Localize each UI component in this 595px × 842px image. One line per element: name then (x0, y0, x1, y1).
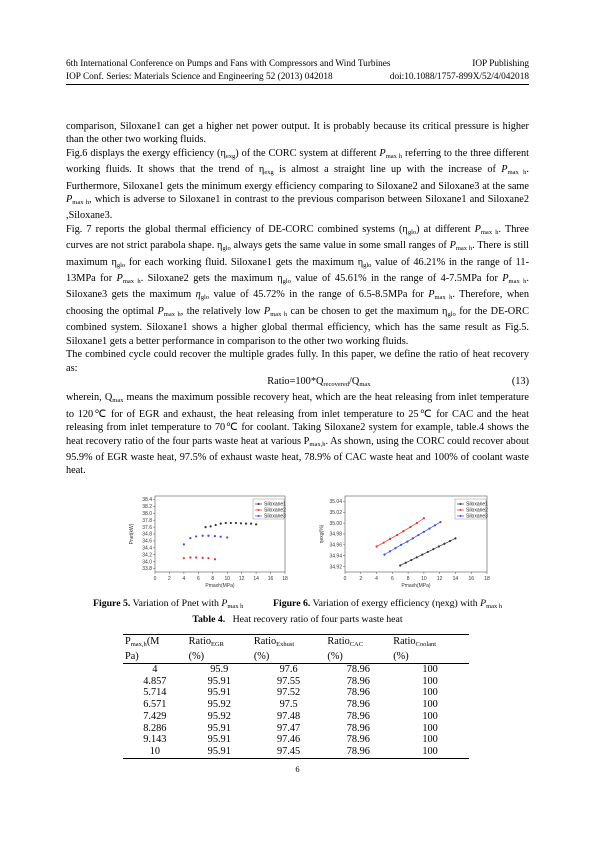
table-cell: 8.286 (143, 722, 167, 734)
y-tick-label: 38.2 (142, 504, 152, 511)
table-cell: 95.9 (210, 664, 229, 675)
table-cell: 95.92 (207, 699, 231, 711)
col-header-coolant: Ratio$_{Coolant}$ (%) (391, 635, 469, 664)
series-siloxane1 (204, 522, 257, 528)
series-siloxane3 (383, 521, 441, 556)
header-rule (66, 84, 529, 85)
table-4-label: Table 4. (192, 614, 226, 625)
table-cell: 95.91 (187, 746, 252, 758)
legend-label: Siloxane2 (264, 507, 286, 514)
y-axis-label: Pnet(kW) (129, 523, 135, 545)
table-cell: 97.47 (277, 722, 301, 734)
data-point (409, 526, 411, 528)
paragraph: wherein, $Q_{max}$ means the maximum possible recovery heat, which are the heat releasing from inlet temperature to 120℃ for of EGR and exhaust, the heat releasing from inlet temperature to 25℃ for CAC and the heat releasing from inlet temperature to 70℃ for coolant. Taking Siloxane2 system for example, table.4 shows the heat recovery ratio of the four parts waste heat at various $P_{max,h}$. As shown, using the CORC could recover about 95.9% of EGR waste heat, 97.5% of exhaust waste heat, 78.9% of CAC waste heat and 100% of coolant waste heat. (66, 392, 529, 477)
paragraph: Fig. 7 reports the global thermal efficiency of DE-CORC combined systems $(\eta_{glo})$ at different $P_{max h}$. Three curves are not strict parabola shape. $\eta_{glo}$ always gets the same value in some small ranges of $P_{max h}$. There is still maximum $\eta_{glo}$ for each working fluid. Siloxane1 gets the maximum $\eta_{glo}$ value of 46.21% in the range of 11-13MPa for $P_{max h}$. Siloxane2 gets the maximum $\eta_{glo}$ value of 45.61% in the range of 4-7.5MPa for $P_{max h}$. Siloxane3 gets the maximum $\eta_{glo}$ value of 45.72% in the range of 6.5-8.5MPa for $P_{max h}$. Therefore, when choosing the optimal $P_{max h}$, the relatively low $P_{max h}$ can be chosen to get the maximum $\eta_{glo}$ for the DE-ORC combined system. Siloxane1 shows a higher global thermal efficiency, which has the same result as Fig.5. Siloxane1 gets a better performance in comparison to the other two working fluids. (66, 223, 530, 347)
data-point (210, 525, 212, 527)
data-point (383, 542, 385, 544)
table-cell: 100 (422, 710, 438, 722)
paragraph: The combined cycle could recover the multiple grades fully. In this paper, we define the ratio of heat recovery as: (66, 349, 529, 374)
table-4-caption (0, 614, 595, 625)
table-cell: 78.96 (346, 734, 370, 746)
data-point (438, 545, 440, 547)
running-header-top (66, 59, 529, 69)
figure-5-label: Figure 5. (93, 598, 131, 609)
figure-6-label: Figure 6. (273, 598, 311, 609)
x-tick-label: 12 (238, 576, 245, 582)
x-axis-label: Pmaxh(MPa) (205, 583, 235, 589)
data-point (189, 537, 191, 539)
data-point (255, 523, 257, 525)
y-tick-label: 37.6 (142, 524, 152, 531)
data-point (214, 535, 216, 537)
table-cell: 97.46 (277, 734, 301, 746)
data-point (405, 562, 407, 564)
data-point (449, 540, 451, 542)
table-cell: 97.5 (279, 699, 298, 711)
data-point (400, 544, 402, 546)
y-tick-label: 35.04 (329, 499, 342, 506)
table-row (123, 734, 469, 746)
figure-6-chart (305, 492, 497, 592)
conference-name: 6th International Conference on Pumps and Fans with Compressors and Wind Turbines (66, 59, 391, 69)
x-tick-label: 2 (359, 576, 363, 582)
table-cell: 97.6 (279, 664, 298, 675)
data-point (402, 530, 404, 532)
equation-13: $Ratio=100*Q_{recovered}/Q_{max}$ (13) (267, 375, 529, 388)
figure-5-plot (123, 492, 295, 592)
data-point (183, 543, 185, 545)
table-cell: 6.571 (143, 699, 167, 711)
legend-marker (258, 509, 260, 511)
legend-marker (258, 503, 260, 505)
table-4-title: Heat recovery ratio of four parts waste heat (232, 614, 403, 625)
table-cell: 78.96 (346, 687, 370, 699)
publisher-name: IOP Publishing (472, 59, 529, 69)
paragraph: Fig.6 displays the exergy efficiency $(\eta_{exg})$ of the CORC system at different $P_{max h}$ referring to the three different working fluids. It shows that the trend of $\eta_{exg}$ is almost a straight line up with the increase of $P_{max h}$. Furthermore, Siloxane1 gets the minimum exergy efficiency comparing to Siloxane2 and Siloxane3 at the same $P_{max h}$, which is adverse to Siloxane1 in contrast to the previous comparison between Siloxane1 and Siloxane2 ,Siloxane3. (66, 147, 529, 222)
col-header-egr: Ratio$_{EGR}$ (%) (187, 635, 252, 664)
x-tick-label: 10 (421, 576, 427, 582)
y-tick-label: 35.00 (329, 520, 342, 527)
data-point (410, 559, 412, 561)
y-tick-label: 35.02 (329, 509, 342, 516)
y-axis-label: ηexg(%) (319, 524, 325, 544)
running-header-bottom (66, 72, 529, 82)
table-row (123, 687, 469, 699)
table-cell: 95.91 (207, 687, 231, 699)
figure-5-caption: Figure 5. Variation of Pnet with $P_{max h}$ (93, 598, 244, 610)
y-tick-label: 34.94 (329, 553, 342, 560)
data-point (250, 523, 252, 525)
x-tick-label: 6 (196, 576, 200, 582)
data-point (412, 537, 414, 539)
figure-6-plot (305, 492, 497, 592)
table-row (123, 723, 469, 735)
data-point (189, 556, 191, 558)
col-header-pmax: $P_{max,h}(M$ Pa) (123, 635, 187, 664)
table-cell: 100 (422, 687, 438, 699)
table-row (123, 676, 469, 688)
table-cell: 7.429 (143, 710, 167, 722)
data-point (225, 522, 227, 524)
table-cell: 95.91 (207, 734, 231, 746)
data-point (454, 537, 456, 539)
data-point (423, 531, 425, 533)
legend-label: Siloxane2 (466, 507, 488, 514)
paragraph: comparison, Siloxane1 can get a higher net power output. It is probably because its critical pressure is higher than the other two working fluids. (66, 121, 529, 146)
figure-5-text: Variation of Pnet with (132, 598, 219, 609)
table-cell: 78.96 (346, 699, 370, 711)
heat-recovery-table (123, 634, 469, 759)
legend-marker (460, 515, 462, 517)
data-point (202, 557, 204, 559)
y-tick-label: 34.0 (142, 559, 152, 566)
series-siloxane3 (183, 535, 229, 546)
data-point (416, 556, 418, 558)
table-cell: 100 (422, 664, 438, 675)
data-point (383, 554, 385, 556)
legend (455, 499, 488, 520)
legend-label: Siloxane1 (264, 501, 286, 508)
x-tick-label: 8 (406, 576, 410, 582)
y-tick-label: 33.8 (142, 566, 152, 573)
data-point (207, 535, 209, 537)
data-point (207, 557, 209, 559)
x-tick-label: 6 (390, 576, 394, 582)
table-header-row (123, 635, 469, 664)
data-point (389, 550, 391, 552)
table-cell: 10 (123, 746, 187, 758)
table-cell: 5.714 (143, 687, 167, 699)
table-row (123, 699, 469, 711)
data-point (195, 535, 197, 537)
legend-label: Siloxane3 (264, 513, 286, 520)
figure-5-chart (123, 492, 295, 592)
x-tick-label: 4 (375, 576, 378, 582)
table-cell: 97.48 (277, 710, 301, 722)
table-cell: 9.143 (143, 734, 167, 746)
y-tick-label: 34.6 (142, 538, 152, 545)
y-tick-label: 34.98 (329, 531, 342, 538)
data-point (202, 535, 204, 537)
y-tick-label: 38.0 (142, 510, 152, 517)
data-point (215, 524, 217, 526)
table-cell: 4.857 (143, 675, 167, 687)
legend-marker (460, 503, 462, 505)
data-point (195, 556, 197, 558)
legend-marker (460, 509, 462, 511)
y-tick-label: 34.8 (142, 531, 152, 538)
doi: doi:10.1088/1757-899X/52/4/042018 (389, 72, 529, 82)
table-cell: 78.96 (325, 746, 391, 758)
table-cell: 100 (422, 722, 438, 734)
table-cell: 97.55 (277, 675, 301, 687)
data-point (389, 538, 391, 540)
table-cell: 4 (152, 664, 158, 675)
data-point (421, 554, 423, 556)
table-cell: 95.91 (207, 675, 231, 687)
legend-label: Siloxane1 (466, 501, 488, 508)
data-point (434, 524, 436, 526)
table-cell: 100 (391, 746, 469, 758)
data-point (220, 523, 222, 525)
col-header-cac: Ratio$_{CAC}$ (%) (325, 635, 391, 664)
data-point (204, 526, 206, 528)
y-tick-label: 38.4 (142, 497, 152, 504)
x-tick-label: 14 (253, 576, 259, 582)
x-tick-label: 10 (224, 576, 231, 582)
x-tick-label: 8 (211, 576, 215, 582)
y-tick-label: 37.8 (142, 517, 152, 524)
legend-label: Siloxane3 (466, 513, 488, 520)
table-cell: 78.96 (346, 675, 370, 687)
data-point (214, 558, 216, 560)
data-point (396, 534, 398, 536)
data-point (230, 522, 232, 524)
data-point (406, 541, 408, 543)
table-row (123, 664, 469, 676)
x-tick-label: 18 (282, 576, 288, 582)
table-cell: 100 (422, 734, 438, 746)
x-tick-label: 0 (343, 576, 347, 582)
data-point (226, 536, 228, 538)
data-point (417, 534, 419, 536)
table-row (123, 711, 469, 723)
x-tick-label: 2 (168, 576, 171, 582)
data-point (423, 517, 425, 519)
data-point (235, 522, 237, 524)
x-tick-label: 0 (153, 576, 157, 582)
legend-marker (258, 515, 260, 517)
table-cell: 95.92 (207, 710, 231, 722)
x-tick-label: 16 (468, 576, 475, 582)
figure-6-caption: Figure 6. Variation of exergy efficiency (ηexg) with $P_{max h}$ (273, 598, 503, 610)
x-tick-label: 12 (436, 576, 443, 582)
data-point (416, 522, 418, 524)
data-point (399, 564, 401, 566)
table-cell: 78.96 (346, 722, 370, 734)
x-axis-label: Pmaxh(MPa) (401, 583, 431, 589)
data-point (183, 557, 185, 559)
table-cell: 100 (422, 699, 438, 711)
data-point (439, 521, 441, 523)
table-cell: 97.52 (277, 687, 301, 699)
x-tick-label: 18 (484, 576, 490, 582)
page-number: 6 (295, 764, 300, 774)
data-point (245, 523, 247, 525)
figure-6-text: Variation of exergy efficiency (ηexg) with (312, 598, 478, 609)
y-tick-label: 34.4 (142, 545, 152, 552)
data-point (394, 547, 396, 549)
x-tick-label: 4 (182, 576, 186, 582)
data-point (428, 527, 430, 529)
y-tick-label: 34.96 (329, 542, 342, 549)
series-siloxane2 (183, 556, 216, 560)
data-point (427, 551, 429, 553)
data-point (443, 543, 445, 545)
body-text (66, 120, 529, 478)
x-tick-label: 14 (452, 576, 459, 582)
y-tick-label: 34.92 (329, 564, 342, 571)
x-tick-label: 16 (267, 576, 274, 582)
data-point (240, 522, 242, 524)
table-cell: 95.91 (207, 722, 231, 734)
data-point (220, 536, 222, 538)
table-row (123, 746, 469, 758)
col-header-exhust: Ratio$_{Exhust}$ (%) (252, 635, 326, 664)
legend (253, 499, 286, 520)
data-point (432, 548, 434, 550)
table-cell: 78.96 (346, 710, 370, 722)
journal-series: IOP Conf. Series: Materials Science and Engineering 52 (2013) 042018 (66, 72, 333, 82)
series-siloxane2 (375, 517, 425, 547)
y-tick-label: 34.2 (142, 552, 152, 559)
data-point (375, 545, 377, 547)
table-cell: 97.45 (252, 746, 326, 758)
table-cell: 100 (422, 675, 438, 687)
table-cell: 78.96 (346, 664, 370, 675)
